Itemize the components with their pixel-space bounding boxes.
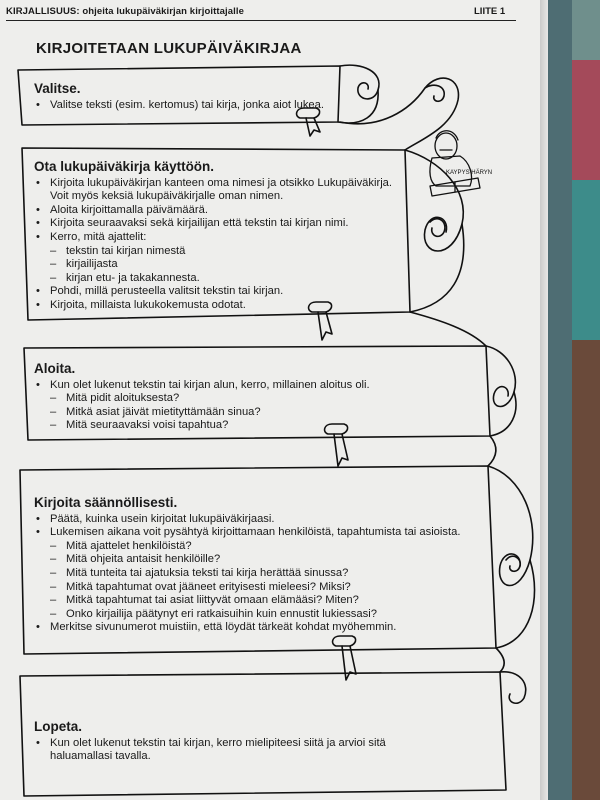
list-item: • Päätä, kuinka usein kirjoitat lukupäiväkirjaasi. bbox=[34, 513, 494, 527]
section-lopeta bbox=[34, 720, 474, 764]
list-item: • Kun olet lukenut tekstin tai kirjan alun, kerro, millainen aloitus oli. bbox=[34, 379, 474, 393]
list-item: • Kerro, mitä ajattelit: bbox=[34, 231, 414, 245]
list-item: – tekstin tai kirjan nimestä bbox=[34, 245, 414, 259]
list-item: • Kirjoita seuraavaksi sekä kirjailijan että tekstin tai kirjan nimi. bbox=[34, 217, 414, 231]
list-item: – Mitkä tapahtumat tai asiat liittyvät omaan elämääsi? Miten? bbox=[34, 594, 494, 608]
list-item: – kirjailijasta bbox=[34, 258, 414, 272]
background-edge bbox=[548, 0, 600, 800]
list-item: – Mitä ajattelet henkilöistä? bbox=[34, 540, 494, 554]
section-heading: Lopeta. bbox=[34, 719, 83, 734]
section-valitse bbox=[34, 82, 334, 112]
list-item: – kirjan etu- ja takakannesta. bbox=[34, 272, 414, 286]
section-aloita bbox=[34, 362, 474, 433]
list-item: • Aloita kirjoittamalla päivämäärä. bbox=[34, 204, 414, 218]
section-ota bbox=[34, 160, 414, 313]
list-item: • Lukemisen aikana voit pysähtyä kirjoittamaan henkilöistä, tapahtumista tai asioista. bbox=[34, 526, 494, 540]
list-item: – Mitä tunteita tai ajatuksia teksti tai kirja herättää sinussa? bbox=[34, 567, 494, 581]
section-heading: Kirjoita säännöllisesti. bbox=[34, 495, 178, 510]
list-item: • Kirjoita lukupäiväkirjan kanteen oma nimesi ja otsikko Lukupäiväkirja. bbox=[34, 177, 414, 191]
section-heading: Ota lukupäiväkirja käyttöön. bbox=[34, 159, 215, 174]
section-kirjoita bbox=[34, 496, 494, 635]
list-item: – Mitä pidit aloituksesta? bbox=[34, 392, 474, 406]
list-item: – Mitkä asiat jäivät mietityttämään sinua? bbox=[34, 406, 474, 420]
list-item: – Mitkä tapahtumat ovat jääneet erityisesti mieleesi? Miksi? bbox=[34, 581, 494, 595]
list-item: • Kun olet lukenut tekstin tai kirjan, kerro mielipiteesi siitä ja arvioi sitä bbox=[34, 737, 474, 751]
list-item: Voit myös keksiä lukupäiväkirjalle oman nimen. bbox=[50, 190, 284, 203]
list-item: • Pohdi, millä perusteella valitsit tekstin tai kirjan. bbox=[34, 285, 414, 299]
list-item: • Kirjoita, millaista lukukokemusta odotat. bbox=[34, 299, 414, 313]
list-item: haluamallasi tavalla. bbox=[50, 750, 151, 763]
section-heading: Valitse. bbox=[34, 81, 81, 96]
list-item: • Valitse teksti (esim. kertomus) tai kirja, jonka aiot lukea. bbox=[34, 99, 334, 113]
section-heading: Aloita. bbox=[34, 361, 76, 376]
page-header-title: KIRJALLISUUS: ohjeita lukupäiväkirjan kirjoittajalle bbox=[6, 6, 245, 17]
list-item: – Mitä seuraavaksi voisi tapahtua? bbox=[34, 419, 474, 433]
list-item: • Merkitse sivunumerot muistiin, että löydät tärkeät kohdat myöhemmin. bbox=[34, 621, 494, 635]
reader-illustration bbox=[430, 131, 480, 196]
page-title: KIRJOITETAAN LUKUPÄIVÄKIRJAA bbox=[36, 40, 302, 57]
appendix-label: LIITE 1 bbox=[474, 6, 506, 17]
book-text: KAYPYS HÄRYN bbox=[446, 170, 493, 176]
list-item: – Mitä ohjeita antaisit henkilöille? bbox=[34, 553, 494, 567]
list-item: – Onko kirjailija päätynyt eri ratkaisuihin kuin ennustit lukiessasi? bbox=[34, 608, 494, 622]
